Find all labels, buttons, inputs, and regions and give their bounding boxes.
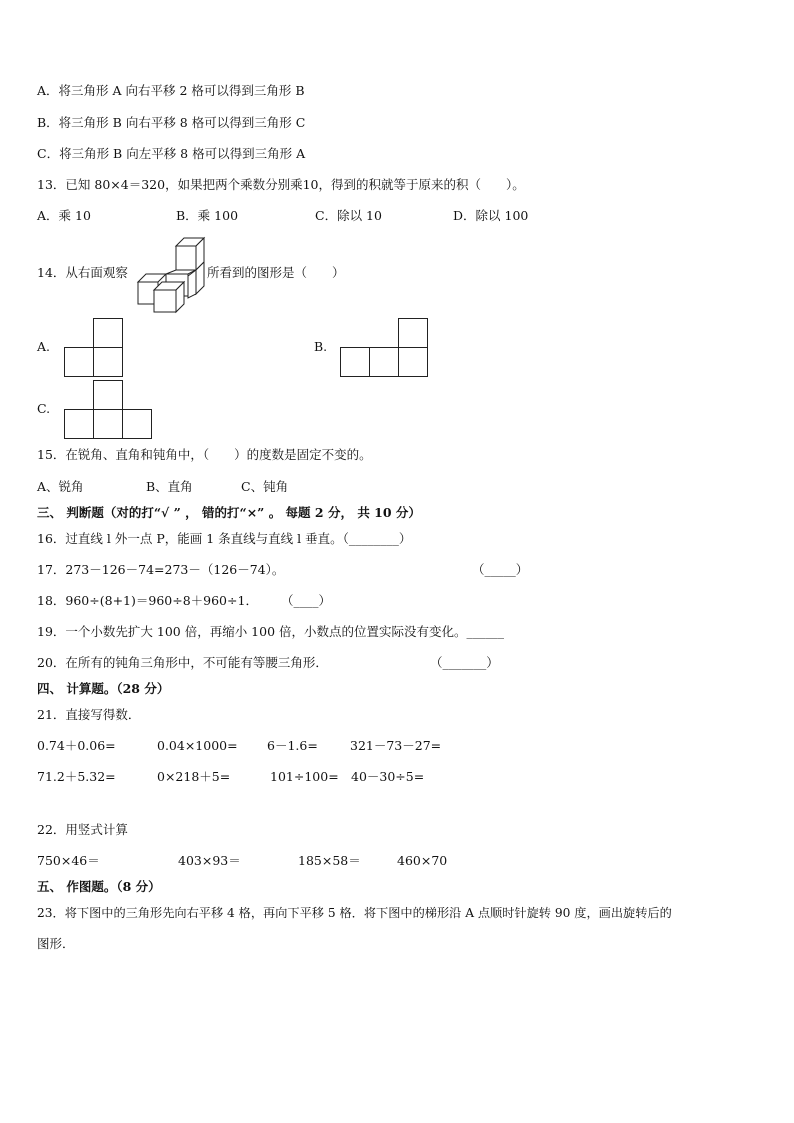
q21-stem: 21．直接写得数．	[37, 707, 141, 722]
q19-text: 19．一个小数先扩大 100 倍，再缩小 100 倍，小数点的位置实际没有变化。______	[37, 624, 505, 639]
q14-cube-stack-figure	[136, 236, 208, 314]
q21-item: 321－73－27=	[350, 738, 442, 753]
q22-item: 460×70	[397, 853, 448, 868]
q12-option-a: A．将三角形 A 向右平移 2 格可以得到三角形 B	[37, 83, 305, 98]
q15-option-a: A、锐角	[37, 479, 84, 494]
grid-square	[65, 410, 94, 439]
q17-answer-blank: （_____）	[472, 562, 529, 577]
q22-stem: 22．用竖式计算	[37, 822, 128, 837]
q14-stem-left: 14．从右面观察	[37, 265, 128, 280]
cube-side-face	[188, 270, 196, 298]
q22-item: 403×93＝	[178, 853, 241, 868]
q15-stem: 15．在锐角、直角和钝角中，（ ）的度数是固定不变的。	[37, 447, 372, 462]
q14-option-c-label: C.	[37, 401, 51, 416]
q22-item: 185×58＝	[298, 853, 361, 868]
q23-line-1: 23．将下图中的三角形先向右平移 4 格，再向下平移 5 格．将下图中的梯形沿 A 点顺时针旋转 90 度，画出旋转后的	[37, 906, 672, 920]
grid-square	[399, 319, 428, 348]
q21-item: 0.04×1000=	[157, 738, 238, 753]
q23-line-2: 图形．	[37, 936, 75, 951]
q21-item: 101÷100=	[270, 769, 339, 784]
q12-option-b: B．将三角形 B 向右平移 8 格可以得到三角形 C	[37, 115, 306, 130]
q21-item: 6－1.6=	[267, 738, 318, 753]
grid-square	[94, 348, 123, 377]
grid-square	[65, 348, 94, 377]
cube-top-face	[138, 274, 166, 282]
q16-text: 16．过直线 l 外一点 P，能画 1 条直线与直线 l 垂直。（________）	[37, 531, 412, 546]
q21-item: 71.2＋5.32=	[37, 769, 116, 784]
q14-option-b-label: B.	[314, 339, 328, 354]
q13-option-c: C．除以 10	[315, 208, 382, 223]
q20-answer-blank: （_______）	[430, 655, 499, 670]
grid-square	[399, 348, 428, 377]
q13-stem: 13．已知 80×4＝320，如果把两个乘数分别乘10，得到的积就等于原来的积（ ）。	[37, 177, 525, 192]
cube-front-face	[154, 290, 176, 312]
q21-item: 0×218＋5=	[157, 769, 231, 784]
q18-text: 18．960÷(8+1)＝960÷8＋960÷1．	[37, 593, 258, 608]
q14-stem-right: 所看到的图形是（ ）	[207, 265, 345, 280]
grid-square	[123, 410, 152, 439]
grid-square	[370, 348, 399, 377]
q13-option-b: B．乘 100	[176, 208, 239, 223]
q14-option-a-label: A.	[37, 339, 51, 354]
q18-answer-blank: （____）	[281, 593, 332, 608]
grid-square	[341, 348, 370, 377]
q15-option-b: B、直角	[146, 479, 193, 494]
section-3-heading: 三、 判断题（对的打“√ ” ， 错的打“×” 。 每题 2 分， 共 10 分）	[37, 505, 421, 520]
q12-option-c: C．将三角形 B 向左平移 8 格可以得到三角形 A	[37, 146, 306, 161]
cube-front-face	[176, 246, 196, 270]
q14-option-b-figure	[340, 318, 430, 378]
q15-option-c: C、钝角	[241, 479, 289, 494]
q14-option-c-figure	[64, 380, 154, 440]
q17-text: 17．273－126－74=273－（126－74）。	[37, 562, 285, 577]
grid-square	[94, 319, 123, 348]
q13-option-a: A．乘 10	[37, 208, 91, 223]
q14-option-a-figure	[64, 318, 124, 378]
grid-square	[94, 410, 123, 439]
q22-item: 750×46＝	[37, 853, 100, 868]
grid-square	[94, 381, 123, 410]
q13-option-d: D．除以 100	[453, 208, 529, 223]
section-5-heading: 五、 作图题。（8 分）	[37, 879, 161, 894]
q20-text: 20．在所有的钝角三角形中，不可能有等腰三角形．	[37, 655, 328, 670]
section-4-heading: 四、 计算题。（28 分）	[37, 681, 170, 696]
q21-item: 40－30÷5=	[351, 769, 425, 784]
q21-item: 0.74＋0.06=	[37, 738, 116, 753]
